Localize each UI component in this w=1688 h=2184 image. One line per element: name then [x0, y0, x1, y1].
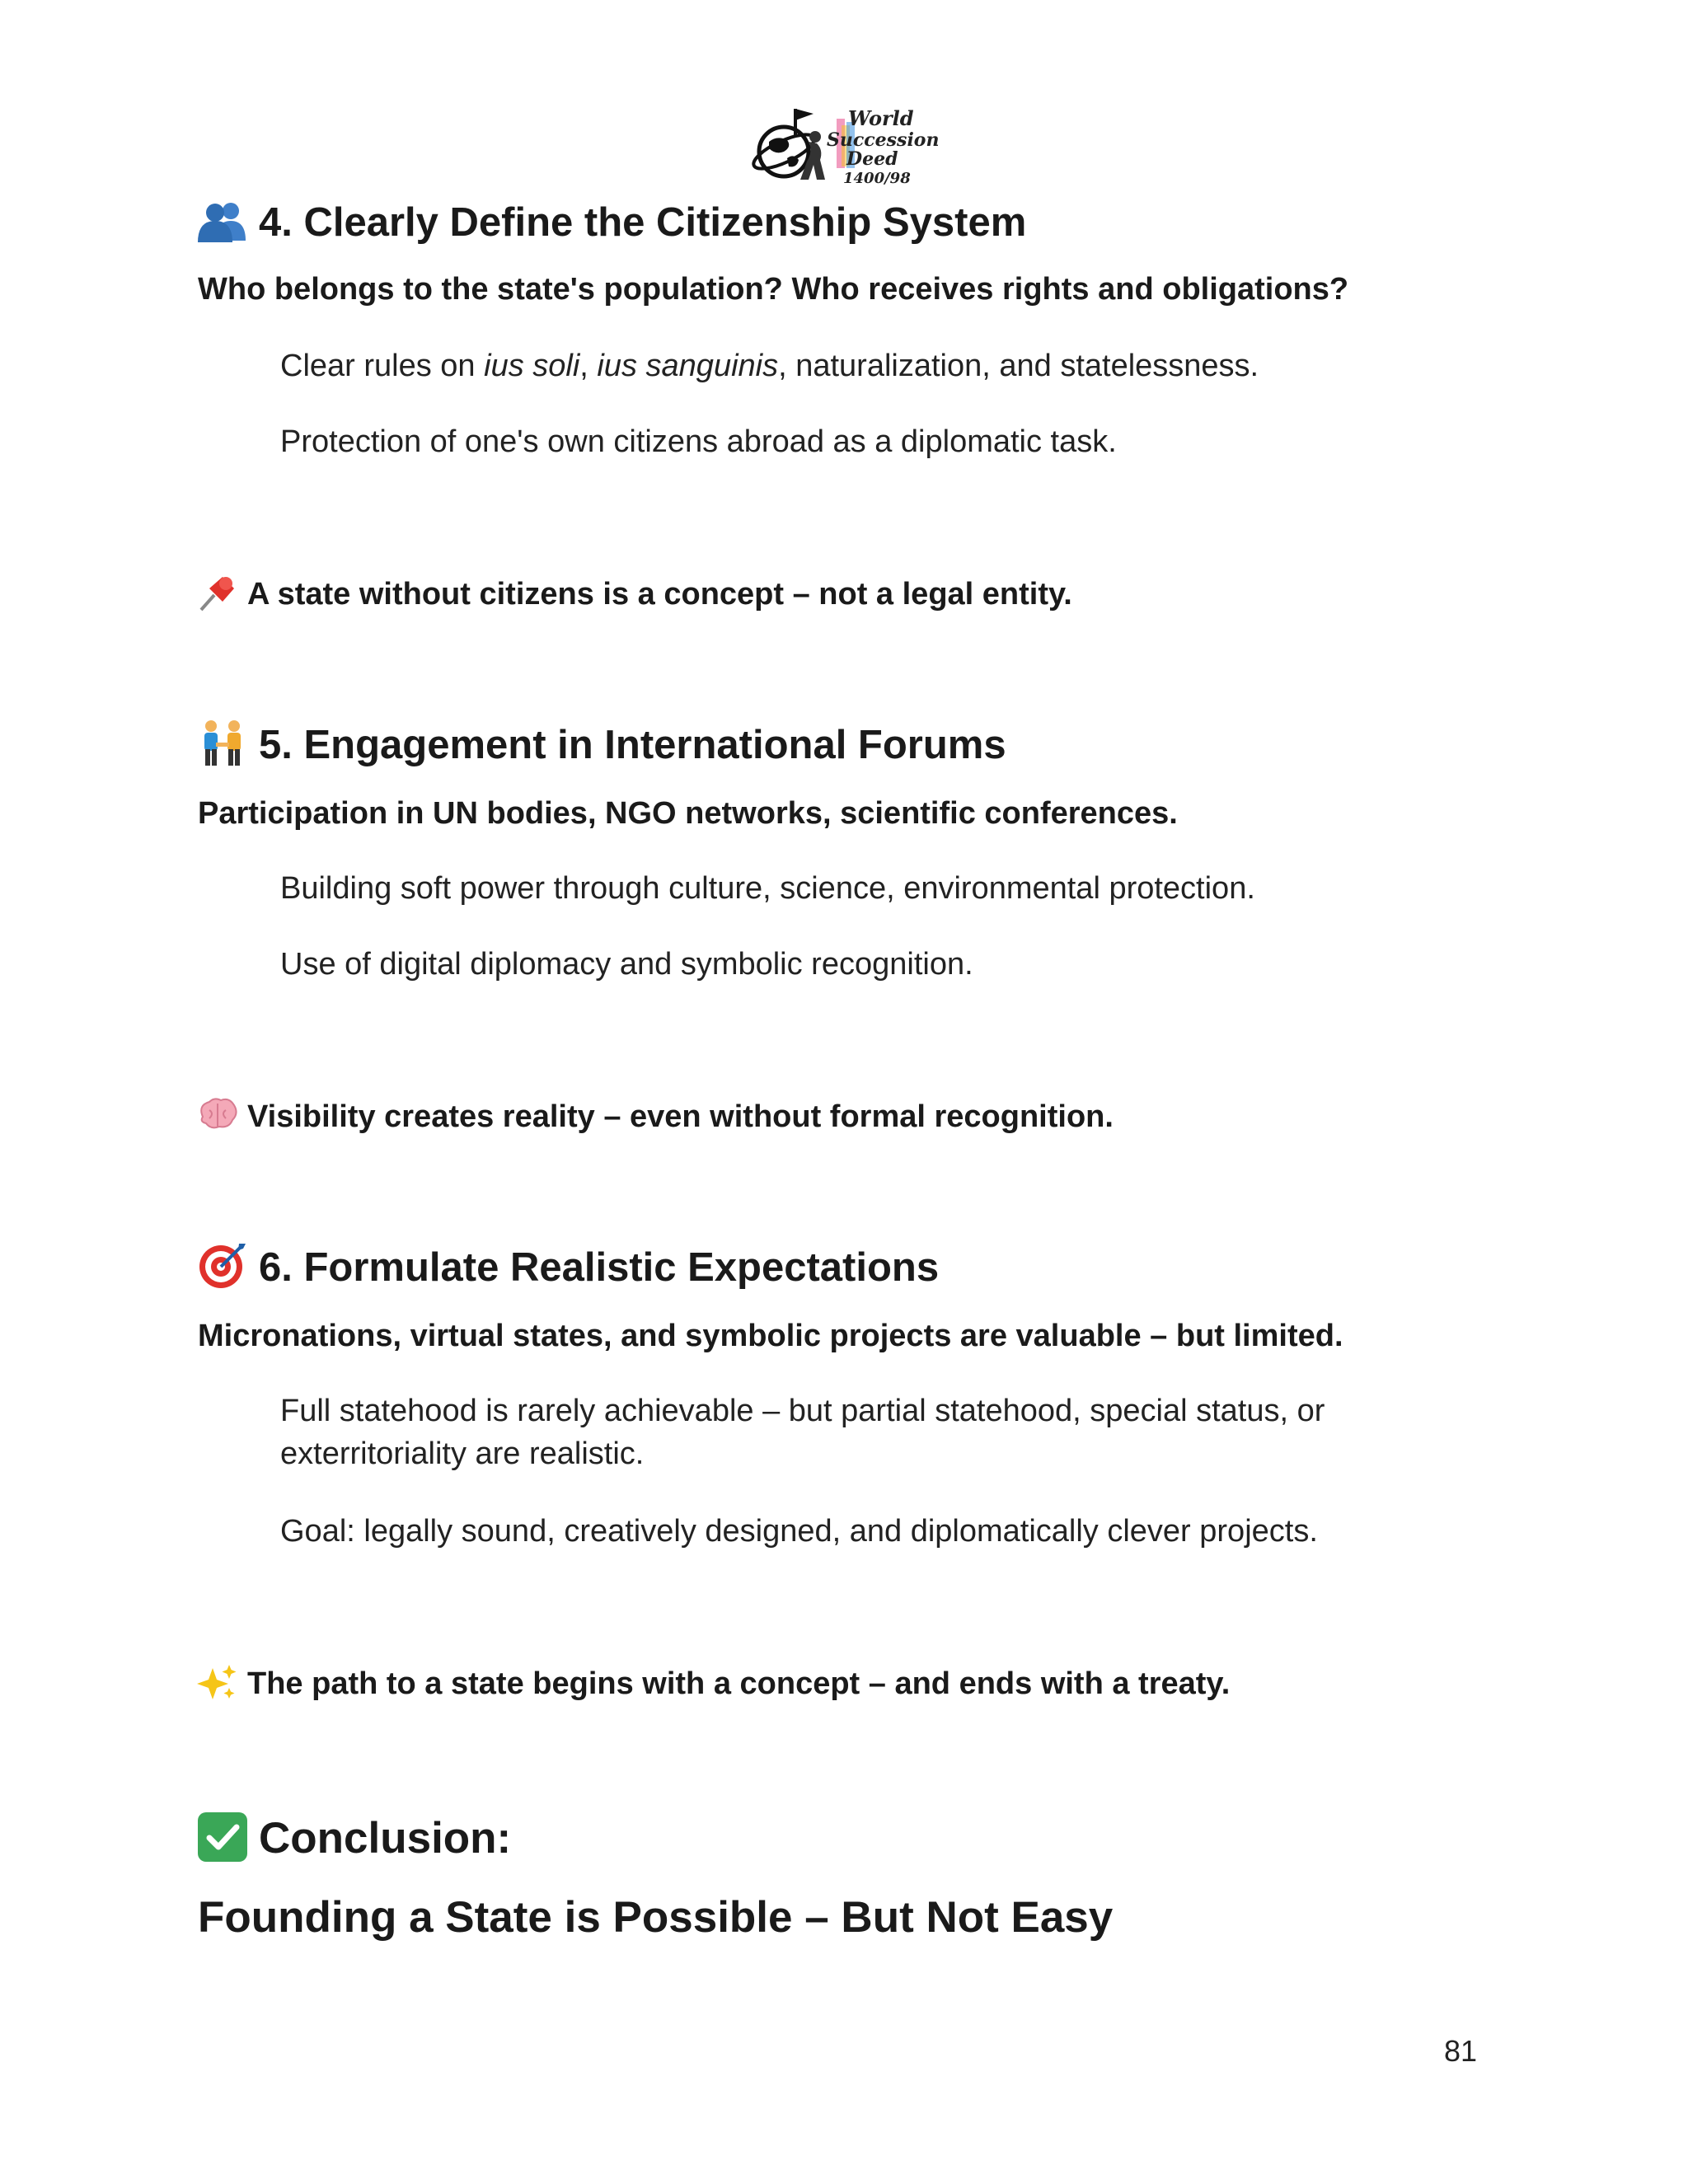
logo-year: 1400/98: [843, 170, 911, 187]
section-6-lead: Micronations, virtual states, and symbolic projects are valuable – but limited.: [198, 1319, 1343, 1353]
ius-soli-term: ius soli: [484, 349, 580, 383]
section-5-paragraph-2: Use of digital diplomacy and symbolic recognition.: [280, 947, 973, 982]
p1-pre: Clear rules on: [280, 349, 485, 383]
section-6-note-text: The path to a state begins with a concept – and ends with a treaty.: [247, 1666, 1231, 1702]
pushpin-icon: [198, 574, 237, 612]
section-5-paragraph-1: Building soft power through culture, science, environmental protection.: [280, 871, 1255, 906]
section-6-heading: [198, 1244, 939, 1294]
section-5-heading-text: 5. Engagement in International Forums: [259, 723, 1006, 767]
section-4-paragraph-2: Protection of one's own citizens abroad as a diplomatic task.: [280, 424, 1117, 459]
section-6-heading-text: 6. Formulate Realistic Expectations: [259, 1245, 940, 1290]
section-6-note: [198, 1666, 1230, 1704]
logo-word-succession: Succession: [827, 129, 940, 151]
conclusion-subheading: Founding a State is Possible – But Not Easy: [198, 1893, 1114, 1942]
section-5-note: [198, 1099, 1114, 1135]
section-4-heading-text: 4. Clearly Define the Citizenship System: [259, 200, 1027, 245]
section-5-note-text: Visibility creates reality – even without formal recognition.: [247, 1099, 1114, 1134]
section-4-heading: [198, 199, 1026, 246]
conclusion-heading: [198, 1813, 511, 1866]
check-mark-button-icon: [198, 1812, 247, 1862]
section-4-paragraph-1: [280, 344, 1467, 387]
page-number: 81: [1444, 2034, 1478, 2068]
brain-icon: [198, 1099, 237, 1132]
sparkles-icon: [198, 1663, 237, 1701]
logo-word-deed: Deed: [846, 148, 898, 170]
section-5-heading: [198, 722, 1006, 771]
target-icon: [198, 1242, 247, 1290]
people-holding-hands-icon: [198, 719, 247, 767]
section-5-lead: Participation in UN bodies, NGO networks, scientific conferences.: [198, 796, 1178, 831]
section-6-paragraph-2: Goal: legally sound, creatively designed, and diplomatically clever projects.: [280, 1514, 1318, 1549]
section-6-paragraph-1: Full statehood is rarely achievable – but partial statehood, special status, or exterritoriality are realistic.: [280, 1394, 1325, 1471]
section-4-note-text: A state without citizens is a concept – not a legal entity.: [247, 577, 1072, 612]
world-succession-deed-logo: [744, 101, 940, 191]
two-people-icon: [198, 199, 247, 242]
ius-sanguinis-term: ius sanguinis: [597, 349, 779, 383]
conclusion-heading-text: Conclusion:: [259, 1814, 512, 1863]
logo-word-world: World: [848, 106, 914, 130]
p1-post: , naturalization, and statelessness.: [778, 349, 1259, 383]
section-4-lead: Who belongs to the state's population? Who receives rights and obligations?: [198, 272, 1349, 307]
p1-sep: ,: [579, 349, 598, 383]
section-4-note: [198, 577, 1072, 615]
